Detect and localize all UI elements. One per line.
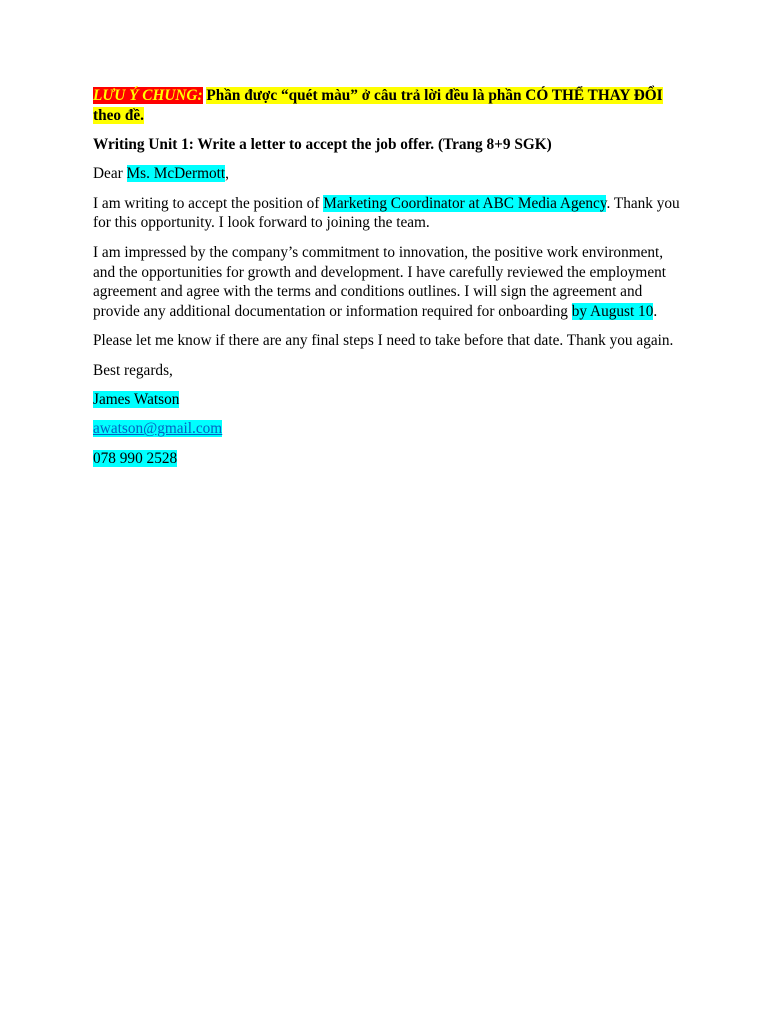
signature-email-link[interactable]: awatson@gmail.com [93, 420, 223, 438]
general-note [93, 86, 683, 126]
note-text: Phần được “quét màu” ở câu trả lời đều là phần CÓ THỂ THAY ĐỔI theo đề. [93, 87, 663, 124]
paragraph-impression-before: I am impressed by the company’s commitment to innovation, the positive work environment, and the opportunities for growth and development. I have carefully reviewed the employment agreement and agree with the terms and conditions outlines. I will sign the agreement and provide any additional documentation or information required for onboarding [93, 243, 667, 321]
signature-phone-line [93, 449, 683, 469]
signature-email-line [93, 419, 683, 439]
task-heading: Writing Unit 1: Write a letter to accept the job offer. (Trang 8+9 SGK) [93, 136, 552, 154]
closing: Best regards, [93, 361, 173, 379]
salutation-prefix: Dear [93, 165, 127, 183]
note-label: LƯU Ý CHUNG: [93, 87, 203, 104]
job-position: Marketing Coordinator at ABC Media Agency [323, 194, 607, 212]
paragraph-impression [93, 243, 683, 322]
recipient-name: Ms. McDermott [126, 165, 226, 183]
paragraph-acceptance [93, 194, 683, 234]
onboarding-date: by August 10 [571, 303, 654, 321]
paragraph-acceptance-after: . Thank you for this opportunity. I look forward to joining the team. [93, 194, 680, 232]
signature-name: James Watson [93, 391, 180, 409]
salutation-suffix: , [225, 165, 229, 183]
document-page [93, 86, 683, 478]
paragraph-impression-after: . [653, 303, 658, 321]
salutation [93, 164, 683, 184]
paragraph-acceptance-before: I am writing to accept the position of [93, 194, 324, 212]
paragraph-final-steps: Please let me know if there are any final steps I need to take before that date. Thank you again. [93, 332, 674, 350]
signature-phone: 078 990 2528 [93, 449, 178, 467]
signature-name-line [93, 390, 683, 410]
